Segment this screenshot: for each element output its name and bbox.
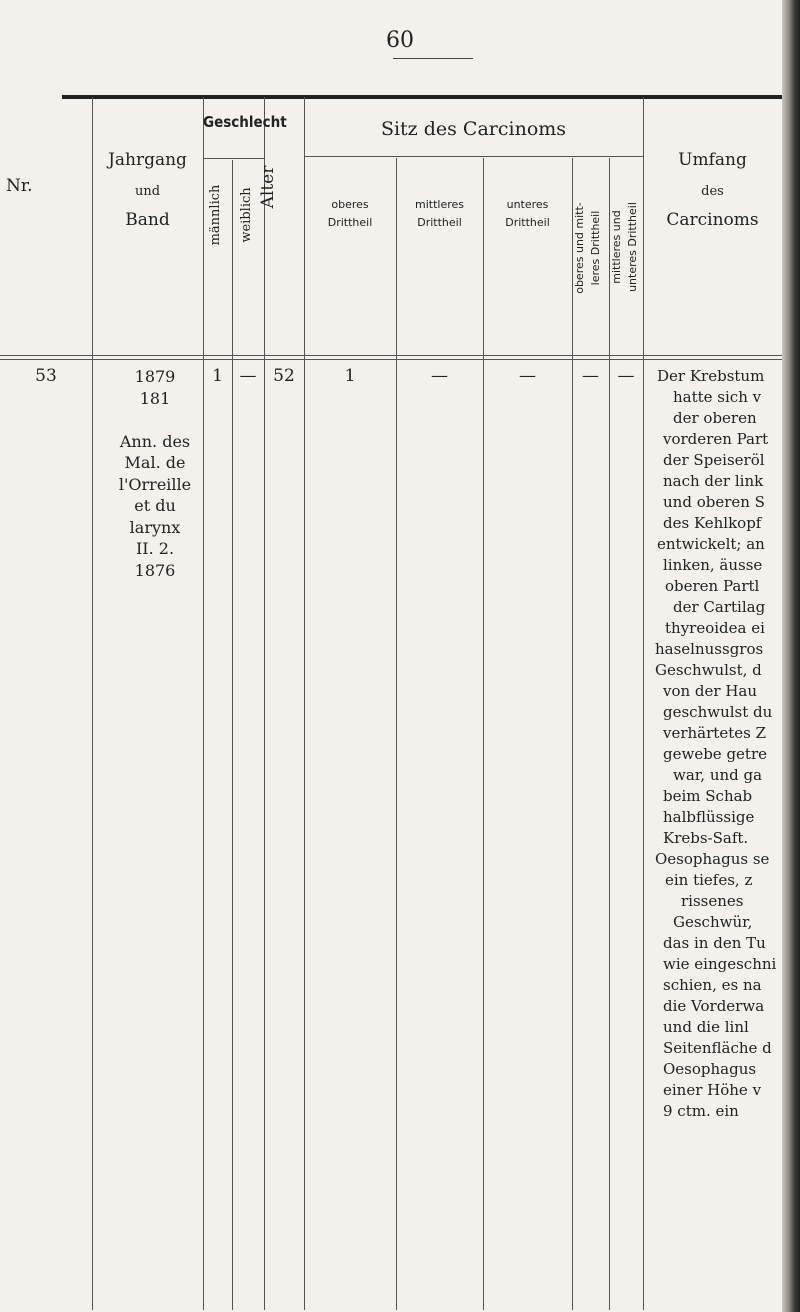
umfang-line: Seitenfläche d — [663, 1039, 772, 1057]
cell-mittleres-unteres: — — [617, 366, 635, 386]
header-mittleres-drittheil: mittleres Drittheil — [414, 198, 464, 229]
cell-maennlich: 1 — [212, 366, 223, 386]
umfang-line: Geschwür, — [673, 913, 753, 931]
umfang-line: der Cartilag — [673, 598, 766, 616]
page-number-underline — [393, 58, 473, 59]
umfang-line: hatte sich v — [673, 388, 762, 406]
umfang-line: oberen Partl — [665, 577, 760, 595]
cell-jahrgang-band — [110, 366, 200, 581]
umfang-line: gewebe getre — [663, 745, 767, 763]
jahrgang-line: Mal. de — [124, 453, 186, 472]
header-oberes-drittheil: oberes Drittheil — [327, 198, 373, 229]
umfang-line: der Speiseröl — [663, 451, 765, 469]
header-sitz: Sitz des Carcinoms — [380, 118, 567, 140]
header-alter: Alter — [258, 165, 278, 209]
header-mittleres-unteres: mittleres und unteres Drittheil — [610, 202, 639, 292]
umfang-line: vorderen Part — [663, 430, 769, 448]
jahrgang-line: 181 — [139, 388, 171, 408]
umfang-line: schien, es na — [663, 976, 762, 994]
umfang-line: nach der link — [663, 472, 764, 490]
cell-weiblich: — — [239, 366, 257, 386]
umfang-line: thyreoidea ei — [665, 619, 765, 637]
umfang-line: des Kehlkopf — [663, 514, 762, 532]
umfang-line: einer Höhe v — [663, 1081, 762, 1099]
header-maennlich: männlich — [208, 184, 223, 246]
jahrgang-line: 1876 — [134, 560, 176, 580]
jahrgang-line: larynx — [129, 517, 181, 537]
top-rule — [62, 95, 782, 99]
umfang-line: Krebs-Saft. — [663, 829, 749, 847]
header-oberes-mittleres: oberes und mitt- leres Drittheil — [573, 202, 602, 294]
header-weiblich: weiblich — [239, 187, 254, 243]
cell-unteres: — — [519, 366, 536, 386]
jahrgang-line: 1879 — [134, 367, 176, 386]
page-edge-shadow — [782, 0, 800, 1312]
umfang-line: Der Krebstum — [657, 367, 765, 385]
jahrgang-line: II. 2. — [135, 539, 175, 558]
umfang-line: 9 ctm. ein — [663, 1102, 739, 1120]
jahrgang-line: l'Orreille — [118, 474, 192, 494]
umfang-line: war, und ga — [673, 766, 763, 784]
umfang-line: der oberen — [673, 409, 757, 427]
umfang-line: halbflüssige — [663, 808, 755, 826]
umfang-line: linken, äusse — [663, 556, 763, 574]
jahrgang-line — [110, 409, 200, 431]
umfang-line: Oesophagus se — [655, 850, 770, 868]
umfang-line: beim Schab — [663, 787, 753, 805]
umfang-line: verhärtetes Z — [663, 724, 766, 742]
jahrgang-line: et du — [134, 496, 176, 515]
umfang-line: die Vorderwa — [663, 997, 765, 1015]
header-unteres-drittheil: unteres Drittheil — [505, 198, 550, 229]
umfang-line: und die linl — [663, 1018, 749, 1036]
umfang-line: haselnussgros — [655, 640, 764, 658]
cell-oberes-mittleres: — — [582, 366, 599, 386]
header-nr: Nr. — [6, 176, 33, 196]
umfang-line: Geschwulst, d — [655, 661, 762, 679]
umfang-line: wie eingeschni — [663, 955, 777, 973]
cell-nr: 53 — [35, 366, 57, 386]
umfang-line: ein tiefes, z — [665, 871, 753, 889]
umfang-line: geschwulst du — [663, 703, 773, 721]
page-number: 60 — [386, 28, 414, 53]
jahrgang-line: Ann. des — [119, 431, 191, 451]
cell-alter: 52 — [273, 366, 295, 386]
header-geschlecht: Geschlecht — [203, 113, 287, 131]
umfang-line: das in den Tu — [663, 934, 766, 952]
cell-mittleres: — — [431, 366, 448, 386]
umfang-line: von der Hau — [663, 682, 758, 700]
umfang-line: Oesophagus — [663, 1060, 757, 1078]
umfang-line: rissenes — [681, 892, 744, 910]
umfang-line: entwickelt; an — [657, 535, 765, 553]
umfang-line: und oberen S — [663, 493, 765, 511]
cell-umfang — [655, 366, 785, 1122]
cell-oberes: 1 — [344, 366, 356, 386]
